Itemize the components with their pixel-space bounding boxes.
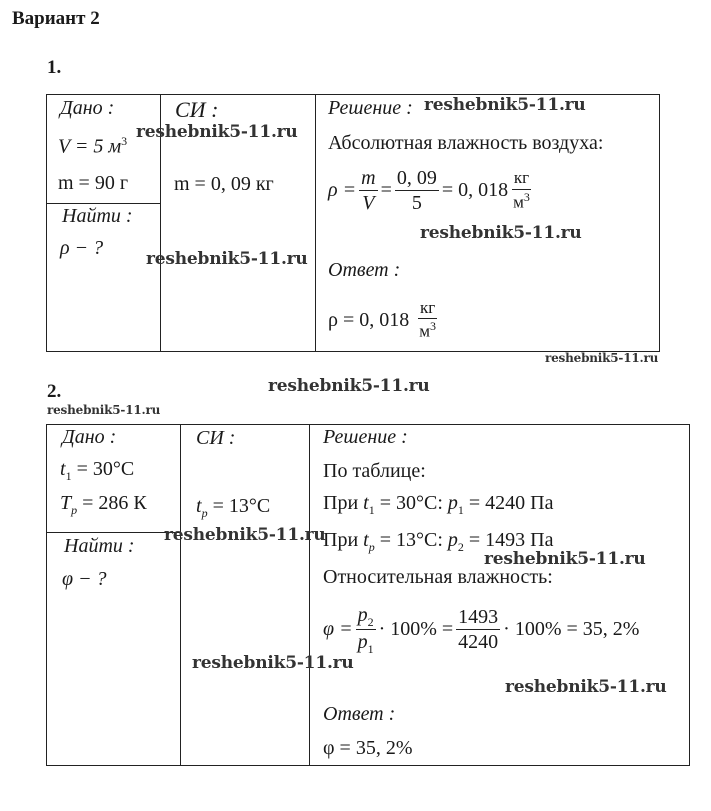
watermark: reshebnik5-11.ru bbox=[146, 249, 308, 269]
phi-formula: φ = $\frac{p_2}{p_1}$ · 100% = $\frac{1493}{4240}$ · 100% = 35, 2% bbox=[323, 604, 640, 657]
given-t1: $t_1 = 30^\circ C$ bbox=[60, 458, 135, 483]
watermark: reshebnik5-11.ru bbox=[268, 376, 430, 396]
table-lookup-text: По таблице: bbox=[323, 460, 426, 482]
watermark: reshebnik5-11.ru bbox=[47, 403, 161, 417]
solution-label: Решение : bbox=[328, 97, 413, 119]
table-2-divider-1 bbox=[180, 424, 181, 765]
watermark: reshebnik5-11.ru bbox=[420, 223, 582, 243]
solution-label: Решение : bbox=[323, 426, 408, 448]
table-1-given-divider bbox=[46, 203, 160, 204]
watermark: reshebnik5-11.ru bbox=[136, 122, 298, 142]
page-title: Вариант 2 bbox=[12, 8, 100, 29]
si-mass: m = 0, 09 кг bbox=[174, 173, 274, 195]
answer-value: ρ = 0, 018 $\frac{кг}{м^3}$ bbox=[328, 298, 437, 342]
find-label: Найти : bbox=[62, 205, 133, 227]
answer-label: Ответ : bbox=[323, 703, 396, 725]
answer-label: Ответ : bbox=[328, 259, 401, 281]
watermark: reshebnik5-11.ru bbox=[545, 351, 659, 365]
watermark: reshebnik5-11.ru bbox=[484, 549, 646, 569]
pressure-line-1: При $t_1 = 30^\circ C$: $p_1 = 4240$ Па bbox=[323, 492, 554, 517]
find-phi: φ − ? bbox=[62, 568, 107, 590]
table-1-divider-2 bbox=[315, 94, 316, 351]
given-label: Дано : bbox=[60, 97, 115, 119]
problem-1-number: 1. bbox=[47, 57, 62, 78]
si-tp: $t_p = 13^\circ C$ bbox=[196, 495, 271, 520]
rel-humidity-text: Относительная влажность: bbox=[323, 566, 553, 588]
density-formula: ρ = $\frac{m}{V}$ = $\frac{0, 09}{5}$ = 0, 018 $\frac{кг}{м^3}$ bbox=[328, 167, 530, 214]
watermark: reshebnik5-11.ru bbox=[192, 653, 354, 673]
find-density: ρ − ? bbox=[60, 237, 104, 259]
watermark: reshebnik5-11.ru bbox=[505, 677, 667, 697]
table-2-divider-2 bbox=[309, 424, 310, 765]
watermark: reshebnik5-11.ru bbox=[164, 525, 326, 545]
pressure-line-2: При $t_p = 13^\circ C$: $p_2 = 1493$ Па bbox=[323, 529, 554, 554]
si-label: СИ : bbox=[196, 427, 236, 449]
given-tp: $T_p = 286$ К bbox=[60, 492, 147, 517]
given-mass: m = 90 г bbox=[58, 172, 129, 194]
watermark: reshebnik5-11.ru bbox=[424, 95, 586, 115]
find-label: Найти : bbox=[64, 535, 135, 557]
given-label: Дано : bbox=[62, 426, 117, 448]
si-label: СИ : bbox=[175, 97, 219, 122]
abs-humidity-text: Абсолютная влажность воздуха: bbox=[328, 132, 604, 154]
problem-2-number: 2. bbox=[47, 381, 62, 402]
table-2-given-divider bbox=[46, 532, 180, 533]
given-volume: V = 5 $м^3$ bbox=[58, 134, 128, 158]
answer-value: φ = 35, 2% bbox=[323, 737, 413, 759]
